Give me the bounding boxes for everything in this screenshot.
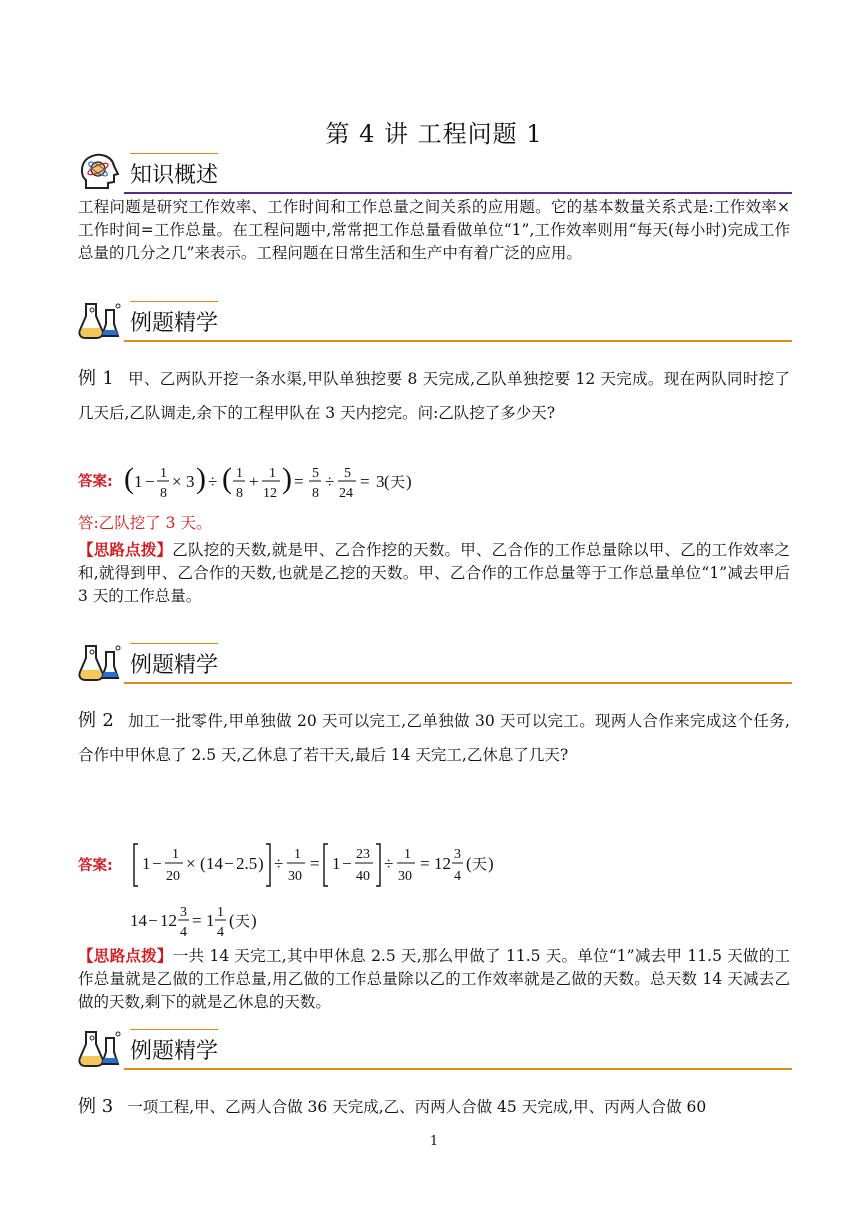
knowledge-text: 工程问题是研究工作效率、工作时间和工作总量之间关系的应用题。它的基本数量关系式是:工作效率×工作时间=工作总量。在工程问题中,常常把工作总量看做单位“1”,工作效率则用“每天(每小时)完成工作总量的几分之几”来表示。工程问题在日常生活和生产中有着广泛的应用。 (78, 198, 790, 262)
svg-text:÷: ÷ (274, 854, 284, 873)
svg-text:12: 12 (160, 911, 177, 930)
svg-text:1: 1 (404, 847, 411, 862)
svg-text:5: 5 (344, 466, 351, 481)
svg-text:=: = (294, 472, 304, 491)
svg-text:÷: ÷ (208, 472, 218, 491)
svg-text:−: − (342, 854, 352, 873)
example-1 (78, 362, 790, 430)
svg-text:(: ( (384, 472, 390, 491)
svg-text:天: 天 (390, 473, 406, 491)
example-1-think (78, 538, 790, 608)
svg-text:4: 4 (217, 925, 224, 940)
svg-text:1: 1 (217, 905, 224, 920)
example-2-think-text: 一共 14 天完工,其中甲休息 2.5 天,那么甲做了 11.5 天。单位“1”减去甲 11.5 天做的工作总量就是乙做的工作总量,用乙做的工作总量除以乙的工作效率就是乙做的天数。总天数 14 天减去乙做的天数,剩下的就是乙休息的天数。 (78, 947, 790, 1011)
svg-text:−: − (152, 854, 162, 873)
example-section-header-1 (78, 298, 792, 342)
svg-text:1: 1 (142, 854, 151, 873)
svg-text:): ) (196, 462, 206, 495)
svg-text:): ) (488, 854, 494, 873)
example-2 (78, 704, 790, 772)
svg-text:=: = (310, 854, 320, 873)
svg-text:−: − (145, 472, 155, 491)
paren-open: ( (124, 462, 134, 495)
svg-text:1: 1 (160, 466, 167, 481)
svg-text:): ) (251, 911, 257, 930)
svg-text:1: 1 (236, 466, 243, 481)
svg-text:40: 40 (356, 869, 370, 884)
svg-text:8: 8 (312, 486, 319, 501)
svg-text:1: 1 (172, 847, 179, 862)
example-2-number: 例 2 (78, 710, 114, 731)
example-section-header-3 (78, 1026, 792, 1070)
example-1-formula (122, 458, 442, 504)
example-2-text: 加工一批零件,甲单独做 20 天可以完工,乙单独做 30 天可以完工。现两人合作来完成这个任务,合作中甲休息了 2.5 天,乙休息了若干天,最后 14 天完工,乙休息了几天? (78, 712, 790, 764)
brain-head-icon (78, 152, 124, 192)
svg-text:天: 天 (235, 912, 251, 930)
svg-text:×: × (186, 854, 196, 873)
example-1-text: 甲、乙两队开挖一条水渠,甲队单独挖要 8 天完成,乙队单独挖要 12 天完成。现在两队同时挖了几天后,乙队调走,余下的工程甲队在 3 天内挖完。问:乙队挖了多少天? (78, 370, 790, 422)
svg-text:+: + (249, 472, 259, 491)
flask-icon (78, 300, 124, 340)
example-3 (78, 1090, 790, 1124)
svg-text:30: 30 (288, 869, 302, 884)
example-2-formula-2 (128, 898, 328, 944)
svg-text:=: = (360, 472, 370, 491)
svg-text:×: × (172, 472, 182, 491)
svg-text:−: − (224, 854, 234, 873)
think-label: 【思路点拨】 (78, 946, 173, 965)
svg-text:(: ( (466, 854, 472, 873)
svg-text:(: ( (229, 911, 235, 930)
svg-text:8: 8 (236, 486, 243, 501)
think-label: 【思路点拨】 (78, 540, 173, 559)
svg-text:8: 8 (160, 486, 167, 501)
svg-text:5: 5 (312, 466, 319, 481)
example-1-number: 例 1 (78, 368, 114, 389)
example-1-think-text: 乙队挖的天数,就是甲、乙合作挖的天数。甲、乙合作的工作总量除以甲、乙的工作效率之和,就得到甲、乙合作的天数,也就是乙挖的天数。甲、乙合作的工作总量等于工作总量单位“1”减去甲后 3 天的工作总量。 (78, 541, 790, 605)
answer-label: 答案: (78, 474, 113, 490)
example-2-formula (132, 836, 532, 892)
example-section-title: 例题精学 (130, 653, 219, 678)
svg-text:3: 3 (186, 472, 195, 491)
example-section-title: 例题精学 (130, 1039, 219, 1064)
svg-text:=: = (192, 911, 202, 930)
example-2-answer (78, 836, 538, 892)
svg-text:4: 4 (454, 869, 461, 884)
example-3-number: 例 3 (78, 1096, 114, 1117)
svg-text:1: 1 (134, 472, 143, 491)
example-3-text: 一项工程,甲、乙两人合做 36 天完成,乙、丙两人合做 45 天完成,甲、丙两人合做 60 (127, 1098, 707, 1116)
svg-text:−: − (148, 911, 158, 930)
knowledge-section-header (78, 150, 792, 194)
svg-text:2.5: 2.5 (236, 854, 258, 873)
svg-text:4: 4 (180, 925, 187, 940)
svg-text:): ) (258, 854, 264, 873)
svg-text:20: 20 (166, 869, 180, 884)
svg-text:=: = (420, 854, 430, 873)
page-number: 1 (429, 1134, 439, 1149)
svg-text:): ) (406, 472, 412, 491)
svg-text:14: 14 (130, 911, 147, 930)
svg-text:3: 3 (376, 472, 385, 491)
svg-text:天: 天 (472, 855, 488, 873)
svg-text:(: ( (222, 462, 232, 495)
flask-icon (78, 642, 124, 682)
svg-text:14: 14 (206, 854, 223, 873)
example-2-think (78, 944, 790, 1014)
example-section-header-2 (78, 640, 792, 684)
svg-text:1: 1 (294, 847, 301, 862)
svg-text:12: 12 (263, 486, 277, 501)
answer-label: 答案: (78, 858, 113, 874)
knowledge-section-title: 知识概述 (130, 163, 219, 188)
example-section-title: 例题精学 (130, 311, 219, 336)
svg-text:23: 23 (356, 847, 370, 862)
svg-text:1: 1 (269, 466, 276, 481)
svg-text:1: 1 (332, 854, 341, 873)
svg-text:÷: ÷ (325, 472, 335, 491)
svg-text:1: 1 (206, 911, 215, 930)
svg-text:30: 30 (398, 869, 412, 884)
example-1-reply: 答:乙队挖了 3 天。 (78, 514, 212, 532)
svg-text:3: 3 (180, 905, 187, 920)
svg-text:): ) (282, 462, 292, 495)
svg-text:÷: ÷ (384, 854, 394, 873)
example-1-answer (78, 458, 478, 504)
example-2-step2 (128, 898, 328, 944)
svg-text:24: 24 (339, 486, 353, 501)
svg-text:12: 12 (434, 854, 451, 873)
svg-text:3: 3 (454, 847, 461, 862)
page-title: 第 4 讲 工程问题 1 (325, 120, 543, 148)
svg-text:(: ( (200, 854, 206, 873)
flask-icon (78, 1028, 124, 1068)
